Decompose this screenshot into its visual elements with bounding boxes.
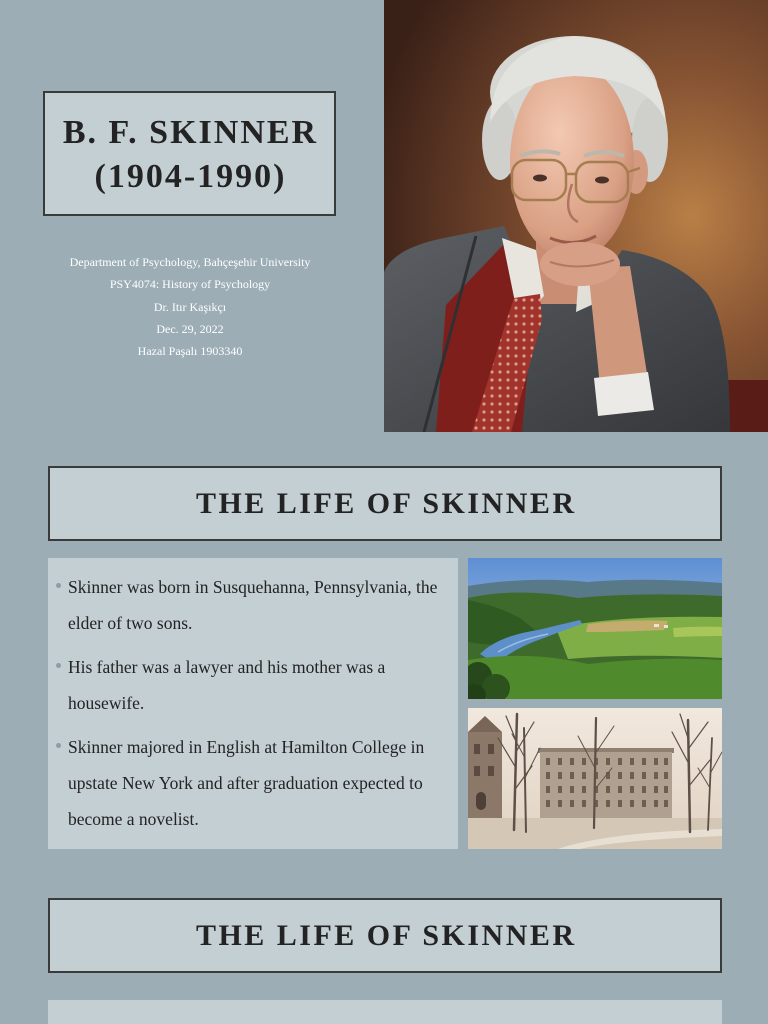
info-date: Dec. 29, 2022 (156, 321, 224, 336)
bullet-list (68, 569, 458, 837)
bullet-item (68, 649, 453, 721)
presentation-info (40, 251, 340, 362)
bullet-content-box (48, 558, 458, 849)
slide-title: B. F. SKINNER (62, 113, 319, 151)
info-student: Hazal Paşalı 1903340 (137, 344, 243, 359)
bullet-item (68, 569, 453, 641)
bullet-text: Skinner majored in English at Hamilton College in upstate New York and after graduation expected to become a novelist. (68, 737, 425, 829)
bullet-marker (56, 583, 61, 588)
bullet-marker (56, 663, 61, 668)
landscape-photo (468, 558, 722, 699)
portrait-photo (384, 0, 768, 432)
slide-heading: THE LIFE OF SKINNER (195, 486, 577, 520)
heading-box (48, 898, 722, 973)
college-photo (468, 708, 722, 849)
slide-title-years: (1904-1990) (94, 157, 287, 195)
title-box (43, 91, 336, 216)
info-course: PSY4074: History of Psychology (109, 277, 271, 292)
bullet-marker (56, 743, 61, 748)
bullet-text: His father was a lawyer and his mother was a housewife. (68, 657, 386, 713)
bullet-item (68, 729, 453, 837)
info-department: Department of Psychology, Bahçeşehir University (69, 255, 311, 269)
info-instructor: Dr. Itır Kaşıkçı (153, 299, 227, 314)
bullet-text: Skinner was born in Susquehanna, Pennsylvania, the elder of two sons. (68, 577, 438, 633)
heading-box (48, 466, 722, 541)
content-box (48, 1000, 722, 1024)
slide-heading: THE LIFE OF SKINNER (195, 918, 577, 952)
